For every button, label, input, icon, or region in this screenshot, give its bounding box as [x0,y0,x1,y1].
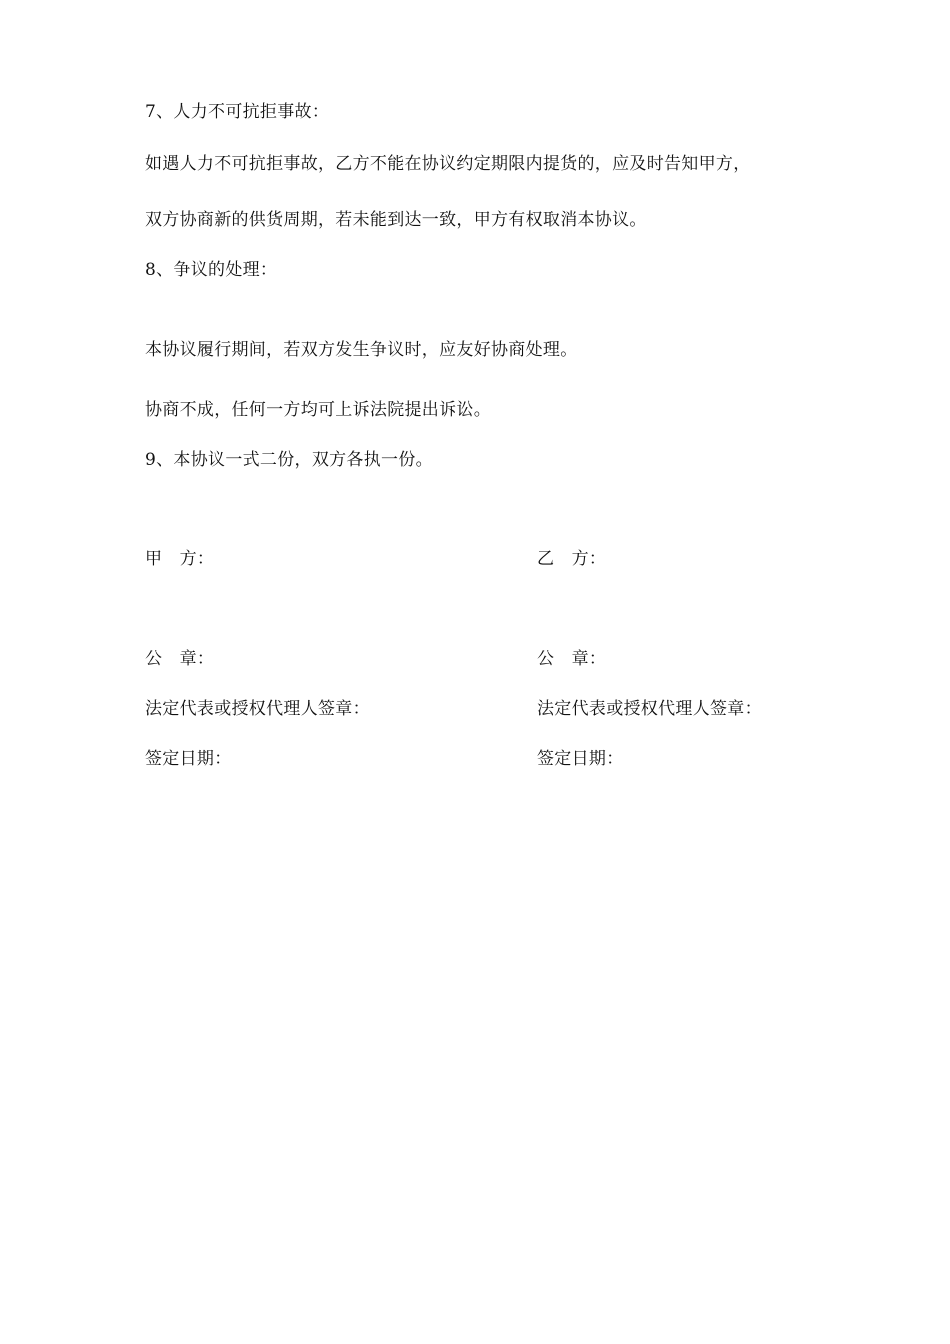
clause-7-text-line-2: 双方协商新的供货周期，若未能到达一致，甲方有权取消本协议。 [145,210,647,230]
clause-8-text-line-2: 协商不成，任何一方均可上诉法院提出诉讼。 [145,400,491,420]
party-b-representative-label: 法定代表或授权代理人签章： [537,699,762,719]
party-a-representative-label: 法定代表或授权代理人签章： [145,699,370,719]
clause-8-heading: 8、争议的处理： [145,260,278,280]
party-a-seal-label: 公 章： [145,649,215,669]
party-a-label: 甲 方： [145,549,215,569]
clause-7-heading: 7、人力不可抗拒事故： [145,102,330,122]
party-b-seal-label: 公 章： [537,649,607,669]
clause-9-text: 9、本协议一式二份，双方各执一份。 [145,450,433,470]
party-b-label: 乙 方： [537,549,607,569]
party-a-date-label: 签定日期： [145,749,232,769]
party-b-date-label: 签定日期： [537,749,624,769]
clause-8-text-line-1: 本协议履行期间，若双方发生争议时，应友好协商处理。 [145,340,578,360]
clause-7-text-line-1: 如遇人力不可抗拒事故，乙方不能在协议约定期限内提货的，应及时告知甲方， [145,154,751,174]
